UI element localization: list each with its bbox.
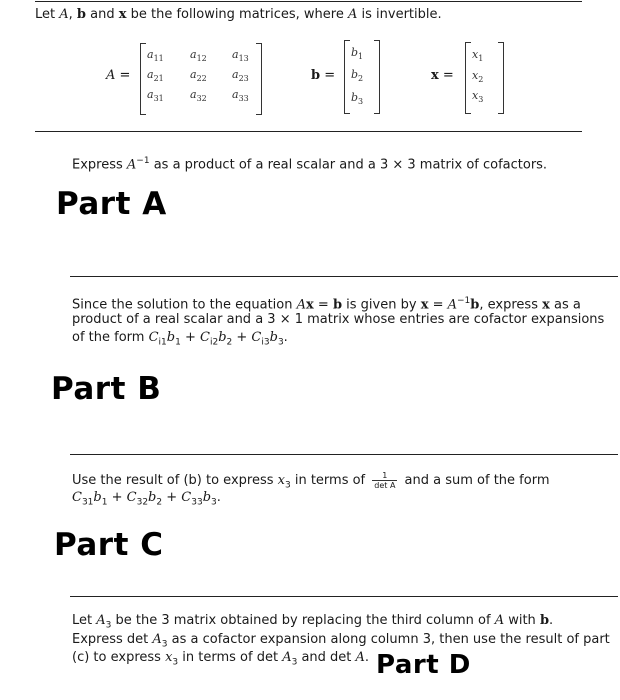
matrix-a-cell: $a_{32}$: [190, 88, 207, 104]
part-c-label: Part C: [54, 527, 164, 563]
part-b-label: Part B: [51, 371, 162, 407]
vector-x-right-bracket: [498, 42, 504, 114]
vector-b-cell: $b_3$: [351, 91, 364, 107]
vector-x-label: x =: [431, 68, 454, 83]
part-c-question-line-2: $C_{31}b_1 + C_{32}b_2 + C_{33}b_3$.: [72, 490, 221, 508]
part-a-question: Express $A^{-1}$ as a product of a real scalar and a 3 × 3 matrix of cofactors.: [72, 156, 548, 173]
one-over-det-a-fraction: $\frac{1}{\text{det A}}$: [374, 471, 396, 490]
vector-b-left-bracket: [344, 40, 350, 114]
vector-x-cell: $x_1$: [472, 48, 484, 64]
divider-3: [70, 454, 618, 455]
part-d-label: Part D: [376, 650, 471, 680]
part-d-question-line-2: Express $\det A_3$ as a cofactor expansion along column 3, then use the result of part: [72, 632, 610, 650]
part-b-question-line-3: of the form $C_{i1}b_1 + C_{i2}b_2 + C_{i3}b_3$.: [72, 330, 288, 348]
matrix-a-cell: $a_{22}$: [190, 68, 207, 84]
intro-text: Let A, b and x be the following matrices, where A is invertible.: [35, 7, 442, 22]
matrix-a-right-bracket: [256, 43, 262, 115]
matrix-a-cell: $a_{21}$: [147, 68, 164, 84]
part-a-label: Part A: [56, 186, 167, 222]
matrix-a-cell: $a_{11}$: [147, 48, 164, 64]
part-b-question-line-1: Since the solution to the equation Ax = b is given by $x = A^{-1}b$, express x as a: [72, 296, 581, 313]
vector-x-cell: $x_2$: [472, 69, 484, 85]
divider-1: [35, 131, 582, 132]
vector-b-cell: $b_2$: [351, 68, 364, 84]
vector-b-label: b =: [311, 68, 336, 83]
matrix-a-cell: $a_{31}$: [147, 88, 164, 104]
matrix-a-cell: $a_{13}$: [232, 48, 249, 64]
divider-2: [70, 276, 618, 277]
vector-x-left-bracket: [465, 42, 471, 114]
part-b-question-line-2: product of a real scalar and a 3 × 1 matrix whose entries are cofactor expansions: [72, 312, 605, 327]
matrix-a-cell: $a_{23}$: [232, 68, 249, 84]
matrix-a-cell: $a_{12}$: [190, 48, 207, 64]
divider-4: [70, 596, 618, 597]
matrix-a-label: A =: [106, 68, 131, 83]
vector-x-cell: $x_3$: [472, 89, 484, 105]
vector-b-cell: $b_1$: [351, 46, 364, 62]
vector-b-right-bracket: [374, 40, 380, 114]
part-c-question-line-1: Use the result of (b) to express $x_3$ in terms of $\frac{1}{\text{det A}}$ and a sum of the form: [72, 471, 550, 491]
matrix-a-cell: $a_{33}$: [232, 88, 249, 104]
part-d-question-line-1: Let $A_3$ be the 3 matrix obtained by replacing the third column of A with b.: [72, 613, 554, 631]
part-d-question-line-3: (c) to express $x_3$ in terms of $\det A_3$ and det A.: [72, 650, 370, 668]
matrix-a-left-bracket: [140, 43, 146, 115]
top-divider: [35, 1, 582, 2]
